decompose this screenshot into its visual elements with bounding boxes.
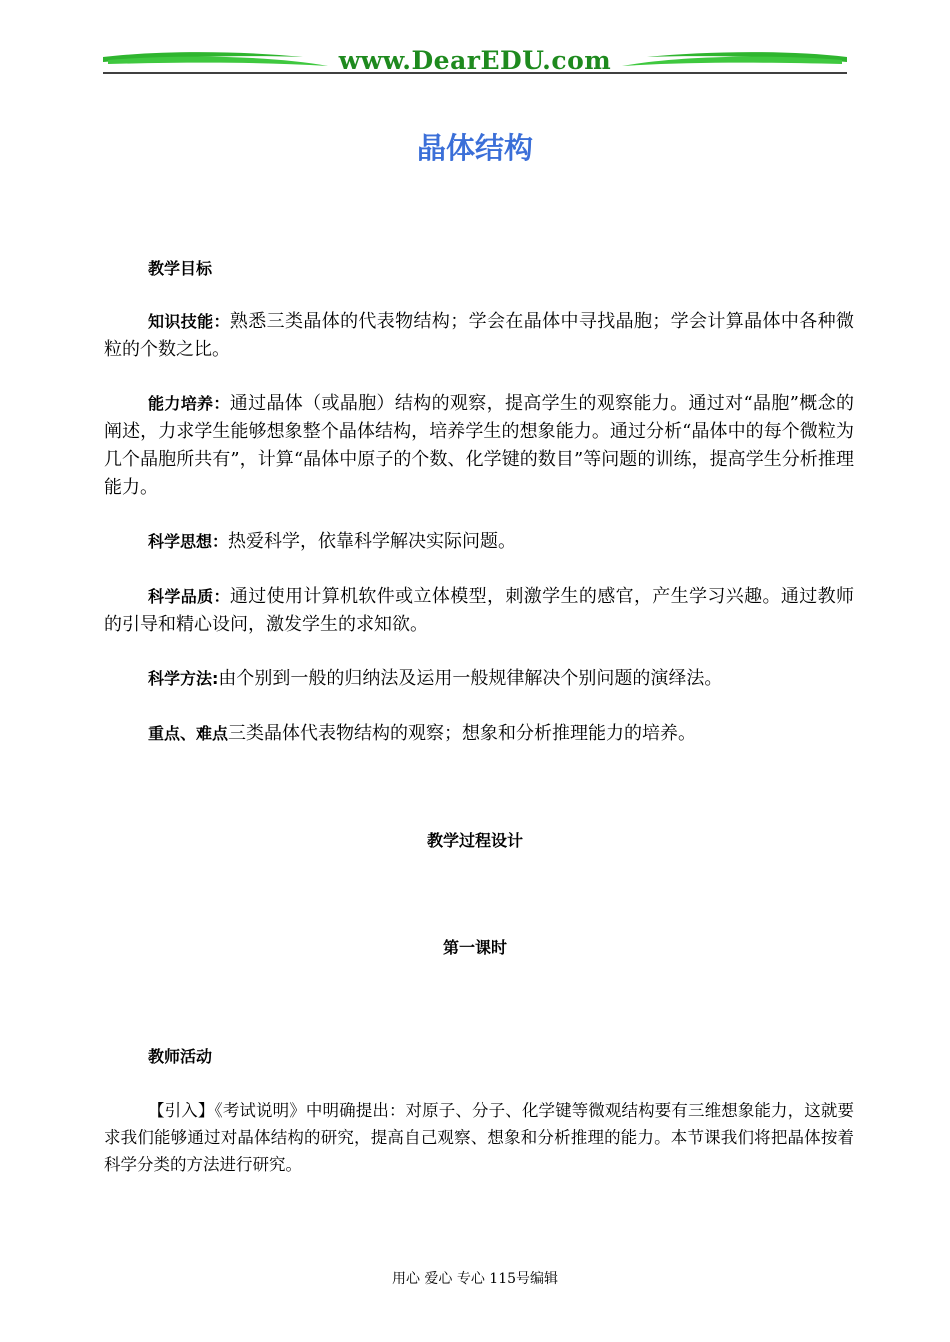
objective-text: 由个别到一般的归纳法及运用一般规律解决个别问题的演绎法。 [218, 668, 723, 689]
lesson-heading: 第一课时 [442, 938, 507, 957]
objective-key-points [104, 720, 854, 748]
objective-label: 知识技能 [148, 312, 214, 331]
document-title: 晶体结构 [416, 131, 533, 165]
objective-text: 通过使用计算机软件或立体模型，刺激学生的感官，产生学习兴趣。通过教师的引导和精心设问，激发学生的求知欲。 [104, 586, 854, 635]
objective-knowledge: 知识技能：熟悉三类晶体的代表物结构；学会在晶体中寻找晶胞；学会计算晶体中各种微粒的个数之比。 [104, 311, 854, 360]
objective-label: 科学品质 [148, 587, 214, 606]
intro-label: 【引入】 [148, 1101, 215, 1120]
objective-text: 热爱科学，依靠科学解决实际问题。 [228, 531, 517, 552]
objective-text: 熟悉三类晶体的代表物结构；学会在晶体中寻找晶胞；学会计算晶体中各种微粒的个数之比。 [104, 311, 854, 360]
teacher-activity-heading: 教师活动 [148, 1047, 213, 1066]
intro-text: 《考试说明》中明确提出：对原子、分子、化学键等微观结构要有三维想象能力，这就要求我们能够通过对晶体结构的研究，提高自己观察、想象和分析推理的能力。本节课我们将把晶体按着科学分类的方法进行研究。 [104, 1101, 855, 1174]
objective-method: 科学方法:由个别到一般的归纳法及运用一般规律解决个别问题的演绎法。 [148, 668, 723, 689]
objective-label: 科学方法 [148, 669, 213, 688]
site-name-logo: www.DearEDU.com [338, 46, 612, 75]
objective-label: 重点、难点 [148, 724, 229, 743]
objective-text: 三类晶体代表物结构的观察；想象和分析推理能力的培养。 [228, 723, 697, 744]
objective-quality: 科学品质：通过使用计算机软件或立体模型，刺激学生的感官，产生学习兴趣。通过教师的引导和精心设问，激发学生的求知欲。 [104, 586, 854, 635]
page-footer: 用心 爱心 专心 115号编辑 [391, 1271, 559, 1287]
process-heading: 教学过程设计 [426, 831, 523, 850]
intro-paragraph [104, 1097, 854, 1178]
objective-label: 能力培养 [148, 394, 214, 413]
objectives-heading: 教学目标 [148, 259, 213, 278]
objective-thought: 科学思想：热爱科学，依靠科学解决实际问题。 [148, 531, 517, 552]
objective-ability: 能力培养：通过晶体（或晶胞）结构的观察，提高学生的观察能力。通过对“晶胞”概念的阐述，力求学生能够想象整个晶体结构，培养学生的想象能力。通过分析“晶体中的每个微粒为几个晶胞所共有”，计算“晶体中原子的个数、化学键的数目”等问题的训练，提高学生分析推理能力。 [104, 393, 854, 498]
objective-label: 科学思想 [148, 532, 213, 551]
objective-text: 通过晶体（或晶胞）结构的观察，提高学生的观察能力。通过对“晶胞”概念的阐述，力求学生能够想象整个晶体结构，培养学生的想象能力。通过分析“晶体中的每个微粒为几个晶胞所共有”，计算“晶体中原子的个数、化学键的数目”等问题的训练，提高学生分析推理能力。 [104, 393, 854, 498]
site-header-banner [103, 40, 847, 80]
